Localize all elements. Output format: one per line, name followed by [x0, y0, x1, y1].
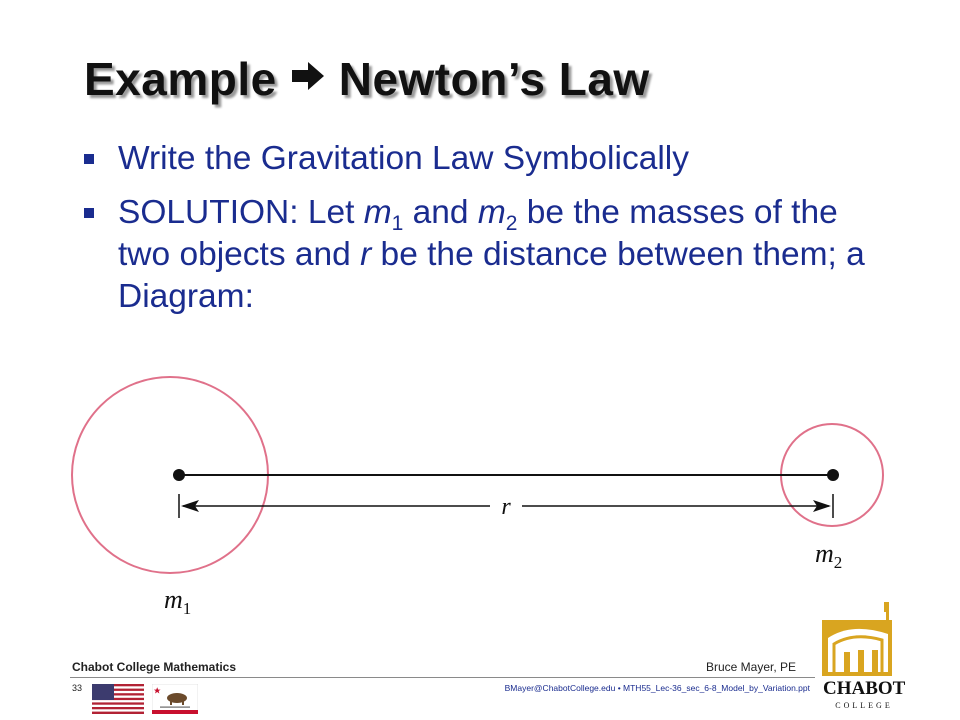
bullet-item-2	[80, 192, 880, 318]
mass-2-sub: 2	[833, 553, 843, 572]
bullet-text-post2: be the distance between them; a Diagram:	[118, 236, 865, 315]
r-variable: r	[360, 236, 372, 273]
m1-subscript: 1	[391, 212, 404, 235]
bullet-text: Write the Gravitation Law Symbolically	[118, 140, 689, 177]
logo-subtitle: COLLEGE	[835, 701, 893, 710]
chabot-college-logo-icon	[822, 600, 904, 680]
bullet-square-icon	[84, 208, 94, 218]
distance-label: r	[501, 494, 511, 520]
mass-2-var: m	[815, 539, 834, 568]
footer-author: Bruce Mayer, PE	[706, 660, 797, 674]
bullet-item-1	[80, 138, 880, 180]
bullet-text-pre: SOLUTION: Let	[118, 194, 364, 231]
mass-1-var: m	[164, 585, 183, 614]
footer-file-info: BMayer@ChabotCollege.edu • MTH55_Lec-36_sec_6-8_Model_by_Variation.ppt	[504, 683, 810, 693]
gravitation-diagram	[60, 365, 900, 630]
mass-2-center-dot	[827, 469, 839, 481]
bullet-list	[80, 138, 880, 330]
bullet-text-post1: be the masses of the two objects and	[118, 194, 838, 273]
mass-2-label	[815, 539, 842, 572]
mass-1-label	[164, 585, 191, 618]
bullet-text-mid: and	[403, 194, 478, 231]
mass-1-center-dot	[173, 469, 185, 481]
right-arrow-icon	[291, 48, 325, 102]
mass-1-sub: 1	[182, 599, 192, 618]
bullet-square-icon	[84, 154, 94, 164]
logo-wordmark: CHABOT	[823, 678, 906, 699]
slide-title	[84, 48, 650, 106]
footer-divider	[70, 677, 815, 678]
m1-variable: m	[363, 194, 392, 231]
california-flag-icon	[152, 684, 198, 714]
us-flag-icon	[92, 684, 144, 714]
m2-subscript: 2	[505, 212, 518, 235]
m2-variable: m	[477, 194, 506, 231]
slide-number: 33	[72, 683, 83, 693]
title-right: Newton’s Law	[338, 53, 650, 105]
title-left: Example	[84, 53, 277, 105]
footer-course: Chabot College Mathematics	[72, 660, 237, 674]
